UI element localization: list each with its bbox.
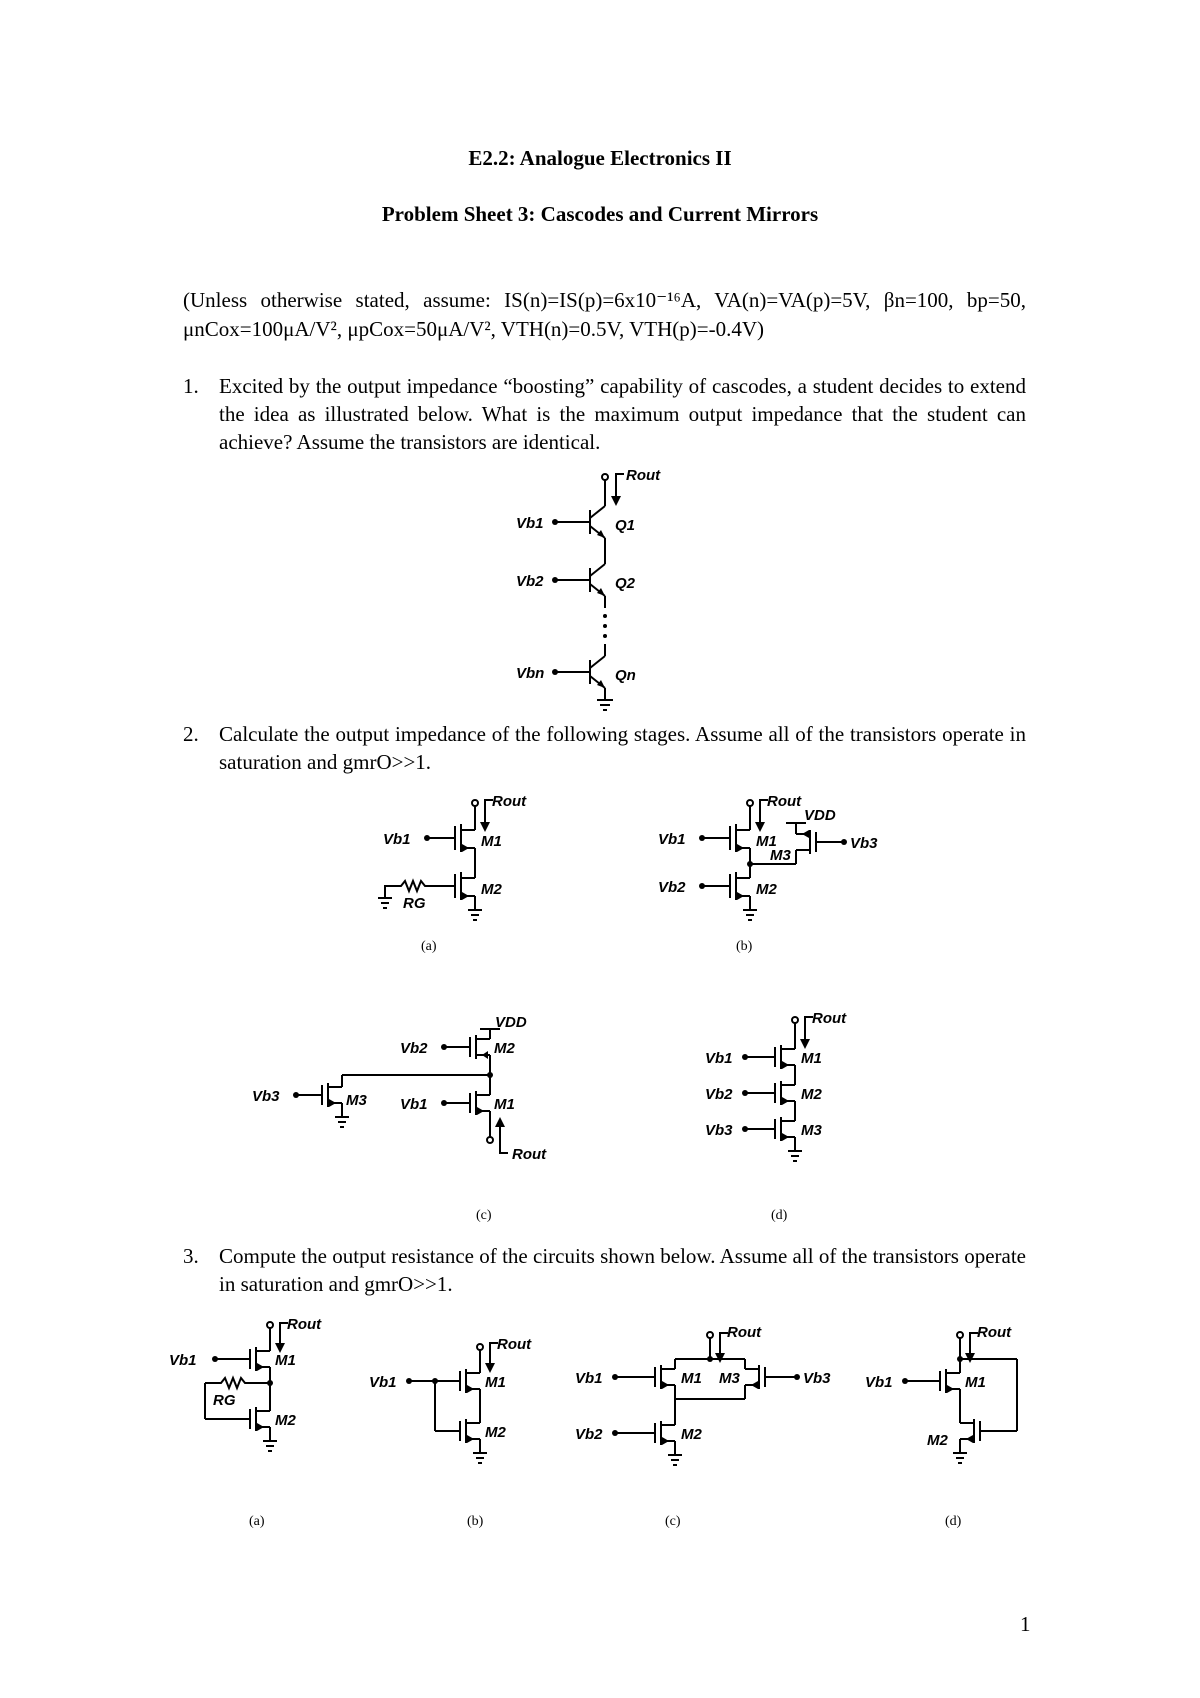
fig3b-label-m2: M2 [485, 1424, 506, 1441]
figure-1-bjt-cascode-stack [516, 460, 680, 720]
fig2c-label-vdd: VDD [495, 1014, 527, 1031]
fig1-label-q2: Q2 [615, 575, 636, 592]
sheet-title: Problem Sheet 3: Cascodes and Current Mirrors [381, 202, 819, 226]
figure-3c [575, 1315, 845, 1535]
course-title: E2.2: Analogue Electronics II [468, 146, 732, 170]
fig2b-label-m1: M1 [756, 833, 777, 850]
problem-2 [183, 720, 1026, 776]
fig2c-label-rout: Rout [512, 1146, 547, 1163]
page-number: 1 [1020, 1612, 1031, 1636]
fig2d-label-vb2: Vb2 [705, 1086, 733, 1103]
fig3d-label-m1: M1 [965, 1374, 986, 1391]
fig1-label-vb2: Vb2 [516, 573, 544, 590]
problem-text: Calculate the output impedance of the following stages. Assume all of the transistors operate in saturation and gmrO>>1. [219, 722, 1026, 774]
fig3c-caption: (c) [665, 1514, 681, 1529]
fig3a-label-m2: M2 [275, 1412, 296, 1429]
problem-number: 3. [183, 1244, 199, 1268]
fig2d-label-rout: Rout [812, 1010, 847, 1027]
fig2c-label-vb3: Vb3 [252, 1088, 280, 1105]
fig2b-label-vb1: Vb1 [658, 831, 686, 848]
fig3d-label-rout: Rout [977, 1324, 1012, 1341]
fig3a-label-m1: M1 [275, 1352, 296, 1369]
problem-3 [183, 1242, 1026, 1298]
figure-3a [169, 1315, 355, 1535]
figure-2c [252, 1014, 580, 1225]
fig2b-label-rout: Rout [767, 793, 802, 810]
fig3a-label-rout: Rout [287, 1316, 322, 1333]
problem-1 [183, 372, 1026, 456]
problem-text: Compute the output resistance of the circuits shown below. Assume all of the transistors operate in saturation and gmrO>>1. [219, 1244, 1026, 1296]
fig3b-label-rout: Rout [497, 1336, 532, 1353]
fig2a-caption: (a) [421, 939, 437, 954]
fig2c-caption: (c) [476, 1208, 492, 1223]
fig2a-label-rg: RG [403, 895, 426, 912]
fig2b-label-m3: M3 [770, 847, 791, 864]
fig2b-label-vb3: Vb3 [850, 835, 878, 852]
fig2c-label-vb2: Vb2 [400, 1040, 428, 1057]
fig3c-label-vb1: Vb1 [575, 1370, 603, 1387]
fig3c-label-vb3: Vb3 [803, 1370, 831, 1387]
fig2a-label-m2: M2 [481, 881, 502, 898]
fig3c-label-vb2: Vb2 [575, 1426, 603, 1443]
fig2c-label-vb1: Vb1 [400, 1096, 428, 1113]
fig2c-label-m2: M2 [494, 1040, 515, 1057]
fig3c-label-m2: M2 [681, 1426, 702, 1443]
fig2d-label-m1: M1 [801, 1050, 822, 1067]
assumptions-text: (Unless otherwise stated, assume: IS(n)=IS(p)=6x10⁻¹⁶A, VA(n)=VA(p)=5V, βn=100, bp=50, μnCox=100μA/V², μpCox=50μA/V², VTH(n)=0.5V, VTH(p)=-0.4V) [183, 288, 1026, 341]
fig2d-label-vb1: Vb1 [705, 1050, 733, 1067]
fig3c-label-m1: M1 [681, 1370, 702, 1387]
fig3d-label-vb1: Vb1 [865, 1374, 893, 1391]
problem-number: 1. [183, 374, 199, 398]
fig3a-label-vb1: Vb1 [169, 1352, 197, 1369]
fig2b-caption: (b) [736, 939, 753, 954]
figure-3b [365, 1315, 565, 1535]
fig3a-caption: (a) [249, 1514, 265, 1529]
fig1-label-qn: Qn [615, 667, 636, 684]
figure-2b [650, 790, 910, 990]
fig2b-label-vdd: VDD [804, 807, 836, 824]
fig3b-label-m1: M1 [485, 1374, 506, 1391]
fig2c-label-m1: M1 [494, 1096, 515, 1113]
figure-2a [375, 790, 575, 990]
fig1-label-rout: Rout [626, 467, 661, 484]
fig1-label-vbn: Vbn [516, 665, 545, 682]
fig2d-label-vb3: Vb3 [705, 1122, 733, 1139]
fig3d-label-m2: M2 [927, 1432, 948, 1449]
fig3a-label-rg: RG [213, 1392, 236, 1409]
fig2d-label-m2: M2 [801, 1086, 822, 1103]
problem-text: Excited by the output impedance “boosting” capability of cascodes, a student decides to extend the idea as illustrated below. What is the maximum output impedance that the student can achieve? Assume the transistors are identical. [219, 374, 1026, 454]
figure-3d [865, 1315, 1035, 1535]
fig1-label-vb1: Vb1 [516, 515, 544, 532]
fig2a-label-m1: M1 [481, 833, 502, 850]
fig2b-label-m2: M2 [756, 881, 777, 898]
problem-number: 2. [183, 722, 199, 746]
fig1-label-q1: Q1 [615, 517, 636, 534]
fig2b-label-vb2: Vb2 [658, 879, 686, 896]
fig2d-label-m3: M3 [801, 1122, 822, 1139]
fig3c-label-rout: Rout [727, 1324, 762, 1341]
fig3d-caption: (d) [945, 1514, 962, 1529]
figure-2d [705, 1005, 895, 1235]
fig2c-label-m3: M3 [346, 1092, 367, 1109]
fig2a-label-vb1: Vb1 [383, 831, 411, 848]
fig3b-label-vb1: Vb1 [369, 1374, 397, 1391]
fig2d-caption: (d) [771, 1208, 788, 1223]
fig2a-label-rout: Rout [492, 793, 527, 810]
fig3c-label-m3: M3 [719, 1370, 740, 1387]
fig3b-caption: (b) [467, 1514, 484, 1529]
